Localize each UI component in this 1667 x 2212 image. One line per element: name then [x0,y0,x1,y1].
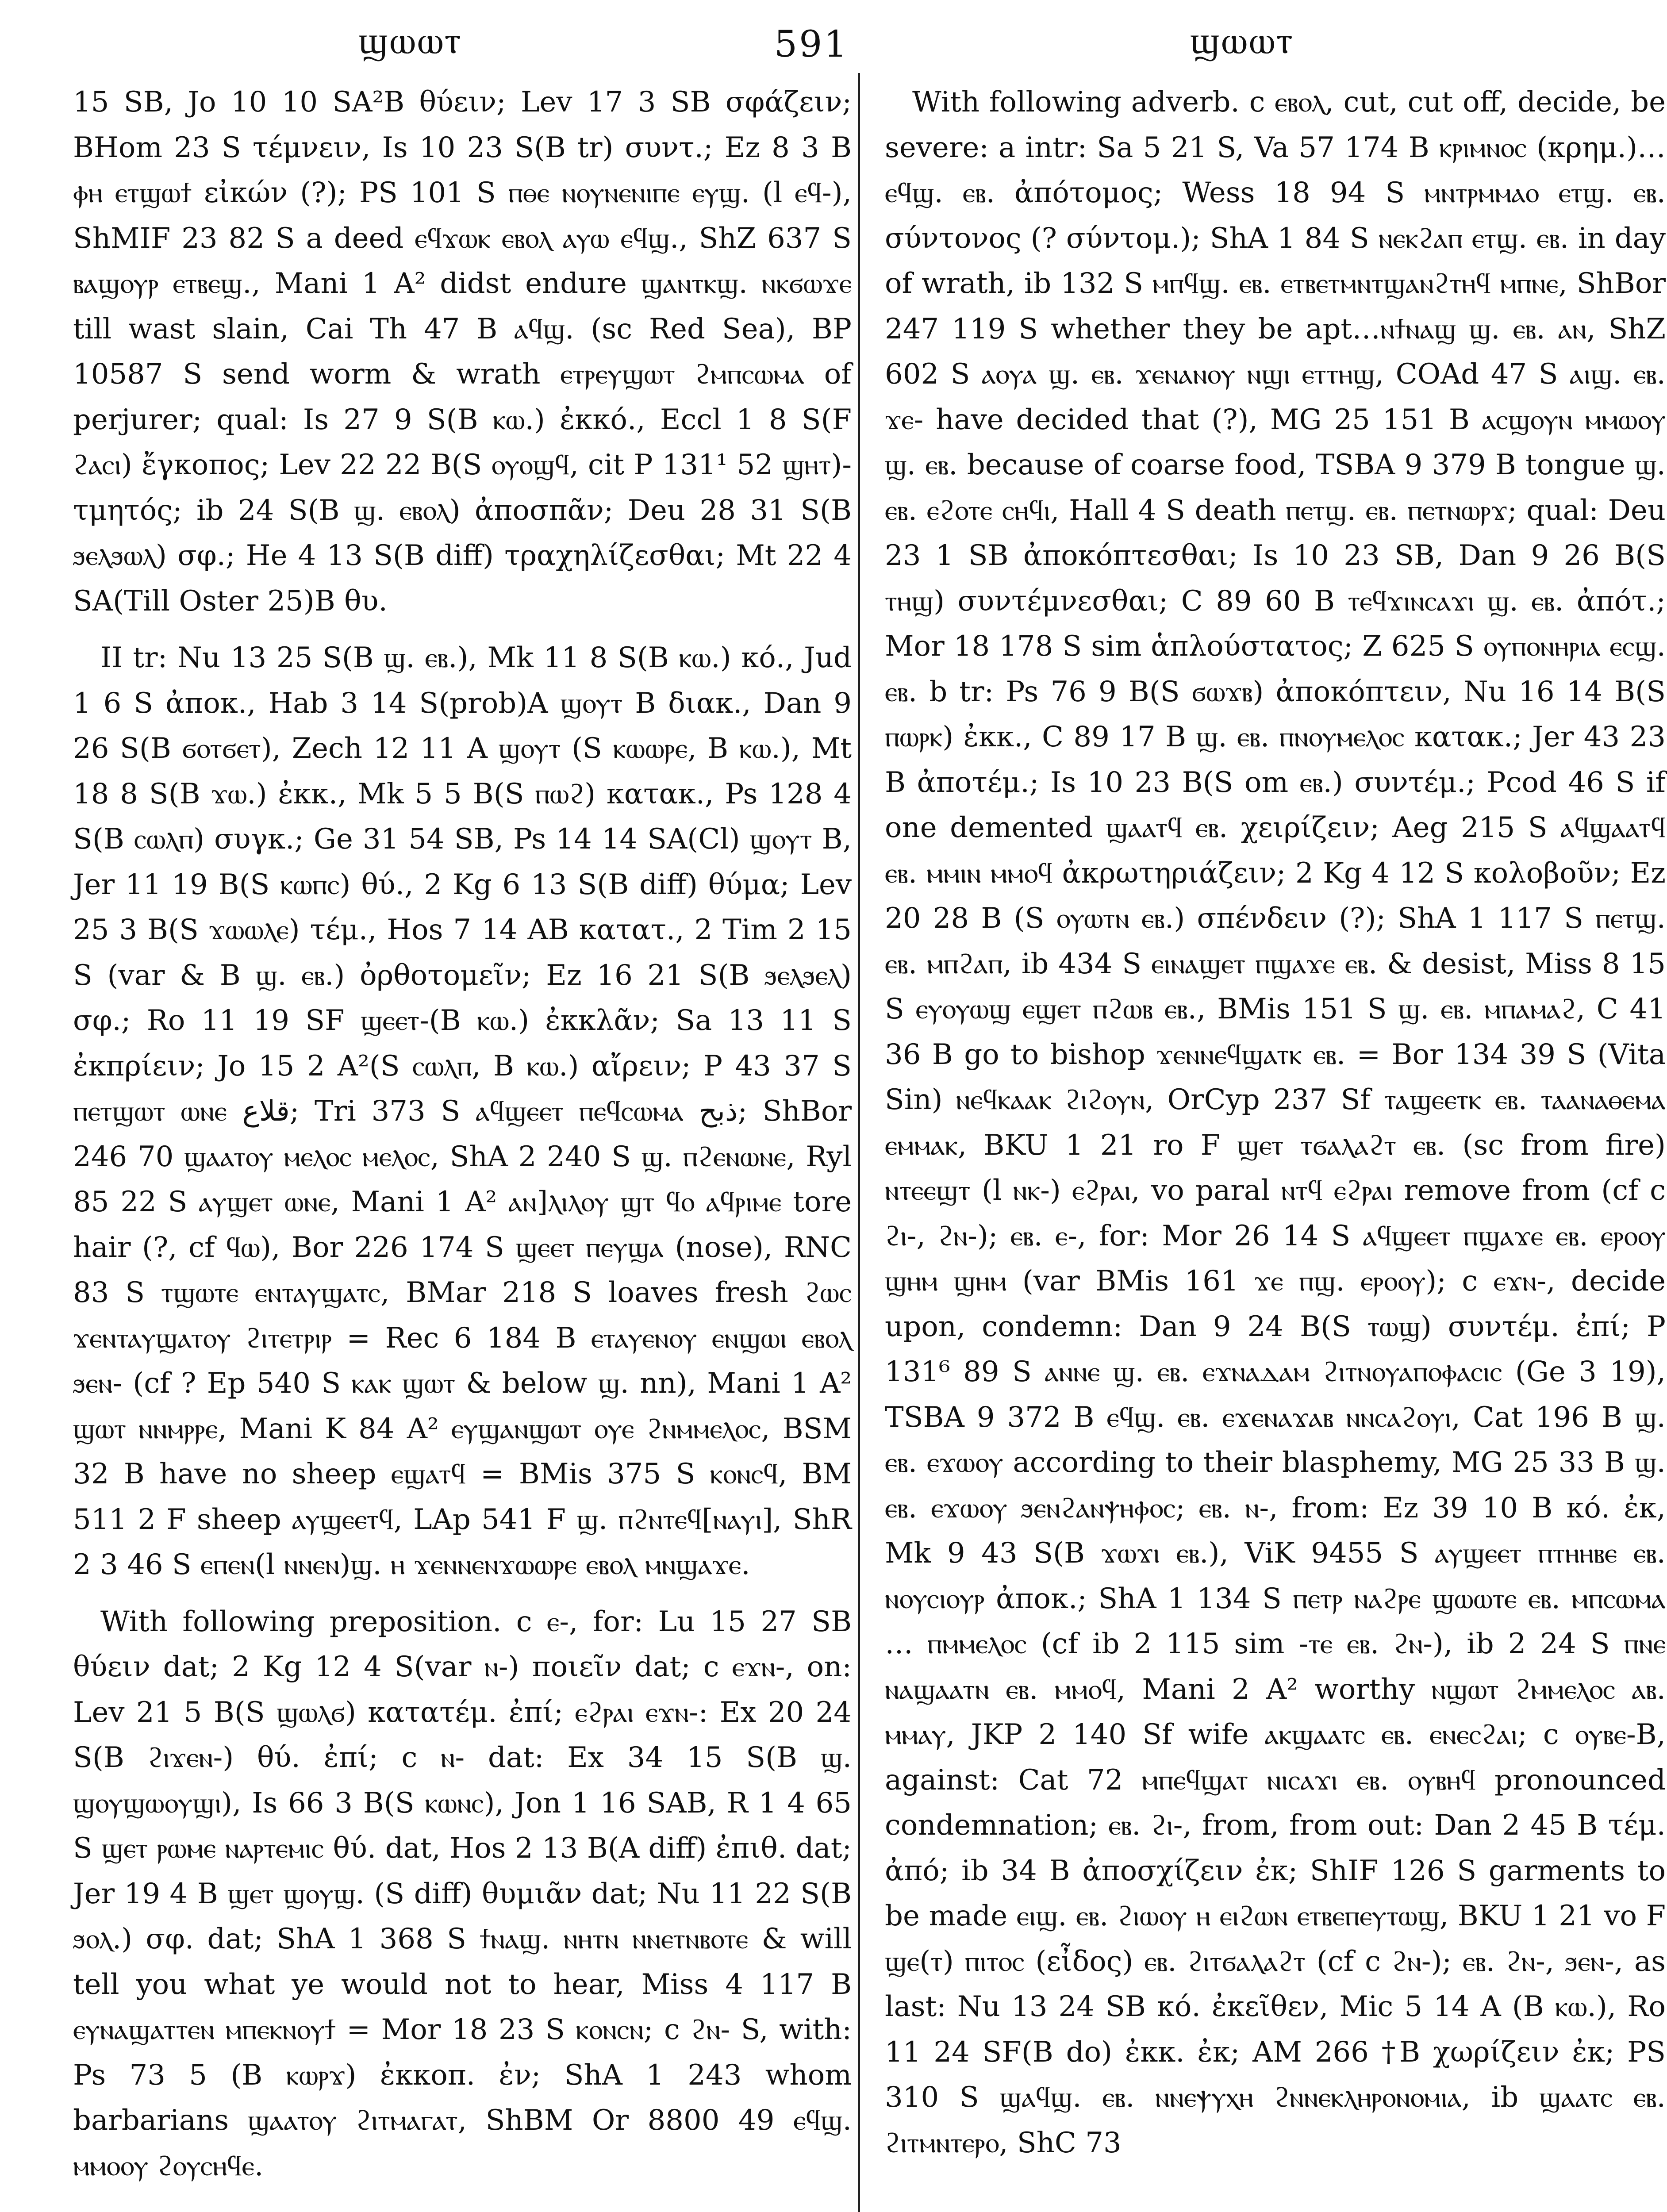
page-number: 591 [774,23,849,65]
right-paragraph-adverb: With following adverb. c ⲉⲃⲟⲗ, cut, cut off, decide, be severe: a intr: Sa 5 21 S, Va 57 174 B ⲕⲣⲓⲙⲛⲟⲥ (κρημ.)…ⲉϥϣ. ⲉⲃ. ἀπότομος; Wess 18 94 S ⲙⲛⲧⲣⲙⲙⲁⲟ ⲉⲧϣ. ⲉⲃ. σύντονος (? σύντομ.); ShA 1 84 S ⲛⲉⲕϩⲁⲡ ⲉⲧϣ. ⲉⲃ. in day of wrath, ib 132 S ⲙⲡϥϣ. ⲉⲃ. ⲉⲧⲃⲉⲧⲙⲛⲧϣⲁⲛϩⲧⲏϥ ⲙⲡⲛⲉ, ShBor 247 119 S whether they be apt…ⲛϯⲛⲁϣ ϣ. ⲉⲃ. ⲁⲛ, ShZ 602 S ⲁⲟⲩⲁ ϣ. ⲉⲃ. ϫⲉⲛⲁⲛⲟⲩ ⲛϣⲓ ⲉⲧⲧⲏϣ, COAd 47 S ⲁⲓϣ. ⲉⲃ. ϫⲉ- have decided that (?), MG 25 151 B ⲁⲥϣⲟⲩⲛ ⲙⲙⲱⲟⲩ ϣ. ⲉⲃ. because of coarse food, TSBA 9 379 B tongue ϣ. ⲉⲃ. ⲉϩⲟⲧⲉ ⲥⲏϥⲓ, Hall 4 S death ⲡⲉⲧϣ. ⲉⲃ. ⲡⲉⲧⲛⲱⲣϫ; qual: Deu 23 1 SB ἀποκόπτεσθαι; Is 10 23 SB, Dan 9 26 B(S ⲧⲏϣ) συντέμνεσθαι; C 89 60 B ⲧⲉϥϫⲓⲛⲥⲁϫⲓ ϣ. ⲉⲃ. ἀπότ.; Mor 18 178 S sim ἁπλούστατος; Z 625 S ⲟⲩⲡⲟⲛⲏⲣⲓⲁ ⲉⲥϣ. ⲉⲃ. b tr: Ps 76 9 B(S ϭⲱϫⲃ) ἀποκόπτειν, Nu 16 14 B(S ⲡⲱⲣⲕ) ἐκκ., C 89 17 B ϣ. ⲉⲃ. ⲡⲛⲟⲩⲙⲉⲗⲟⲥ κατακ.; Jer 43 23 B ἀποτέμ.; Is 10 23 B(S om ⲉⲃ.) συντέμ.; Pcod 46 S if one demented ϣⲁⲁⲧϥ ⲉⲃ. χειρίζειν; Aeg 215 S ⲁϥϣⲁⲁⲧϥ ⲉⲃ. ⲙⲙⲓⲛ ⲙⲙⲟϥ ἀκρωτηριάζειν; 2 Kg 4 12 S κολοβοῦν; Ez 20 28 B (S ⲟⲩⲱⲧⲛ ⲉⲃ.) σπένδειν (?); ShA 1 117 S ⲡⲉⲧϣ. ⲉⲃ. ⲙⲡϩⲁⲡ, ib 434 S ⲉⲓⲛⲁϣⲉⲧ ⲡϣⲁϫⲉ ⲉⲃ. & desist, Miss 8 15 S ⲉⲩⲟⲩⲱϣ ⲉϣⲉⲧ ⲡϩⲱⲃ ⲉⲃ., BMis 151 S ϣ. ⲉⲃ. ⲙⲡⲁⲙⲁϩ, C 41 36 B go to bishop ϫⲉⲛⲛⲉϥϣⲁⲧⲕ ⲉⲃ. = Bor 134 39 S (Vita Sin) ⲛⲉϥⲕⲁⲁⲕ ϩⲓϩⲟⲩⲛ, OrCyp 237 Sf ⲧⲁϣⲉⲉⲧⲕ ⲉⲃ. ⲧⲁⲁⲛⲁⲑⲉⲙⲁ ⲉⲙⲙⲁⲕ, BKU 1 21 ro F ϣⲉⲧ ⲧϭⲁⲗⲁϩⲧ ⲉⲃ. (sc from fire) ⲛⲧⲉⲉϣⲧ (l ⲛⲕ-) ⲉϩⲣⲁⲓ, vo paral ⲛⲧϥ ⲉϩⲣⲁⲓ remove from (cf c ϩⲓ-, ϩⲛ-); ⲉⲃ. ⲉ-, for: Mor 26 14 S ⲁϥϣⲉⲉⲧ ⲡϣⲁϫⲉ ⲉⲃ. ⲉⲣⲟⲟⲩ ϣⲏⲙ ϣⲏⲙ (var BMis 161 ϫⲉ ⲡϣ. ⲉⲣⲟⲟⲩ); c ⲉϫⲛ-, decide upon, condemn: Dan 9 24 B(S ⲧⲱϣ) συντέμ. ἐπί; P 131⁶ 89 S ⲁⲛⲛⲉ ϣ. ⲉⲃ. ⲉϫⲛⲁⲇⲁⲙ ϩⲓⲧⲛⲟⲩⲁⲡⲟⲫⲁⲥⲓⲥ (Ge 3 19), TSBA 9 372 B ⲉϥϣ. ⲉⲃ. ⲉϫⲉⲛⲁϫⲁⲃ ⲛⲛⲥⲁϩⲟⲩⲓ, Cat 196 B ϣ. ⲉⲃ. ⲉϫⲱⲟⲩ according to their blasphemy, MG 25 33 B ϣ. ⲉⲃ. ⲉϫⲱⲟⲩ ϧⲉⲛϩⲁⲛⲯⲏⲫⲟⲥ; ⲉⲃ. ⲛ-, from: Ez 39 10 B κό. ἐκ, Mk 9 43 S(B ϫⲱϫⲓ ⲉⲃ.), ViK 9455 S ⲁⲩϣⲉⲉⲧ ⲡⲧⲏⲏⲃⲉ ⲉⲃ. ⲛⲟⲩⲥⲓⲟⲩⲣ ἀποκ.; ShA 1 134 S ⲡⲉⲧⲣ ⲛⲁϩⲣⲉ ϣⲱⲱⲧⲉ ⲉⲃ. ⲙⲡⲥⲱⲙⲁ … ⲡⲙⲙⲉⲗⲟⲥ (cf ib 2 115 sim -ⲧⲉ ⲉⲃ. ϩⲛ-), ib 2 24 S ⲡⲛⲉ ⲛⲁϣⲁⲁⲧⲛ ⲉⲃ. ⲙⲙⲟϥ, Mani 2 A² worthy ⲛϣⲱⲧ ϩⲙⲙⲉⲗⲟⲥ ⲁⲃ. ⲙⲙⲁⲩ, JKP 2 140 Sf wife ⲁⲕϣⲁⲁⲧⲥ ⲉⲃ. ⲉⲛⲉⲥϩⲁⲓ; c ⲟⲩⲃⲉ-B, against: Cat 72 ⲙⲡⲉϥϣⲁⲧ ⲛⲓⲥⲁϫⲓ ⲉⲃ. ⲟⲩⲃⲏϥ pronounced condemnation; ⲉⲃ. ϩⲓ-, from, from out: Dan 2 45 B τέμ. ἀπό; ib 34 B ἀποσχίζειν ἐκ; ShIF 126 S garments to be made ⲉⲓϣ. ⲉⲃ. ϩⲓⲱⲟⲩ ⲏ ⲉⲓϩⲱⲛ ⲉⲧⲃⲉⲡⲉⲩⲧⲱϣ, BKU 1 21 vo F ϣⲉ(ⲧ) ⲡⲓⲧⲟⲥ (εἶδος) ⲉⲃ. ϩⲓⲧϭⲁⲗⲁϩⲧ (cf c ϩⲛ-); ⲉⲃ. ϩⲛ-, ϧⲉⲛ-, as last: Nu 13 24 SB κό. ἐκεῖθεν, Mic 5 14 A (B ⲕⲱ.), Ro 11 24 SF(B do) ἐκκ. ἐκ; AM 266 †B χωρίζειν ἐκ; PS 310 S ϣⲁϥϣ. ⲉⲃ. ⲛⲛⲉⲯⲩⲭⲏ ϩⲛⲛⲉⲕⲗⲏⲣⲟⲛⲟⲙⲓⲁ, ib ϣⲁⲁⲧⲥ ⲉⲃ. ϩⲓⲧⲙⲛⲧⲉⲣⲟ, ShC 73 [885,86,1666,2159]
right-column [885,80,1666,2166]
running-head-left: ϣⲱⲱⲧ [358,18,463,62]
column-divider [858,73,860,2212]
left-paragraph-transitive: II tr: Nu 13 25 S(B ϣ. ⲉⲃ.), Mk 11 8 S(B ⲕⲱ.) κό., Jud 1 6 S ἀποκ., Hab 3 14 S(prob)A ϣⲟⲩⲧ B διακ., Dan 9 26 S(B ϭⲟⲧϭⲉⲧ), Zech 12 11 A ϣⲟⲩⲧ (S ⲕⲱⲱⲣⲉ, B ⲕⲱ.), Mt 18 8 S(B ϫⲱ.) ἐκκ., Mk 5 5 B(S ⲡⲱϩ) κατακ., Ps 128 4 S(B ⲥⲱⲗⲡ) συγκ.; Ge 31 54 SB, Ps 14 14 SA(Cl) ϣⲟⲩⲧ B, Jer 11 19 B(S ⲕⲱⲡⲥ) θύ., 2 Kg 6 13 S(B diff) θύμα; Lev 25 3 B(S ϫⲱⲱⲗⲉ) τέμ., Hos 7 14 AB κατατ., 2 Tim 2 15 S (var & B ϣ. ⲉⲃ.) ὀρθοτομεῖν; Ez 16 21 S(B ϧⲉⲗϧⲉⲗ) σφ.; Ro 11 19 SF ϣⲉⲉⲧ-(B ⲕⲱ.) ἐκκλᾶν; Sa 13 11 S ἐκπρίειν; Jo 15 2 A²(S ⲥⲱⲗⲡ, B ⲕⲱ.) αἴρειν; P 43 37 S ⲡⲉⲧϣⲱⲧ ⲱⲛⲉ قلاع; Tri 373 S ⲁϥϣⲉⲉⲧ ⲡⲉϥⲥⲱⲙⲁ ذبح; ShBor 246 70 ϣⲁⲁⲧⲟⲩ ⲙⲉⲗⲟⲥ ⲙⲉⲗⲟⲥ, ShA 2 240 S ϣ. ⲡϩⲉⲛⲱⲛⲉ, Ryl 85 22 S ⲁⲩϣⲉⲧ ⲱⲛⲉ, Mani 1 A² ⲁⲛ]ⲗⲓⲗⲟⲩ ϣⲧ ϥⲟ ⲁϥⲣⲓⲙⲉ tore hair (?, cf ϥⲱ), Bor 226 174 S ϣⲉⲉⲧ ⲡⲉⲩϣⲁ (nose), RNC 83 S ⲧϣⲱⲧⲉ ⲉⲛⲧⲁⲩϣⲁⲧⲥ, BMar 218 S loaves fresh ϩⲱⲥ ϫⲉⲛⲧⲁⲩϣⲁⲧⲟⲩ ϩⲓⲧⲉⲧⲣⲓⲣ = Rec 6 184 B ⲉⲧⲁⲩⲉⲛⲟⲩ ⲉⲛϣⲱⲓ ⲉⲃⲟⲗ ϧⲉⲛ- (cf ? Ep 540 S ⲕⲁⲕ ϣⲱⲧ & below ϣ. nn), Mani 1 A² ϣⲱⲧ ⲛⲛⲙⲣⲣⲉ, Mani K 84 A² ⲉⲩϣⲁⲛϣⲱⲧ ⲟⲩⲉ ϩⲛⲙⲙⲉⲗⲟⲥ, BSM 32 B have no sheep ⲉϣⲁⲧϥ = BMis 375 S ⲕⲟⲛⲥϥ, BM 511 2 F sheep ⲁⲩϣⲉⲉⲧϥ, LAp 541 F ϣ. ⲡϩⲛⲧⲉϥ[ⲛⲁⲩⲓ], ShR 2 3 46 S ⲉⲡⲉⲛ(l ⲛⲛⲉⲛ)ϣ. ⲏ ϫⲉⲛⲛⲉⲛϫⲱⲱⲣⲉ ⲉⲃⲟⲗ ⲙⲛϣⲁϫⲉ. [73,641,852,1581]
running-head-right: ϣⲱⲱⲧ [1190,18,1294,62]
left-paragraph-continuation: 15 SB, Jo 10 10 SA²B θύειν; Lev 17 3 SB σφάζειν; BHom 23 S τέμνειν, Is 10 23 S(B tr) συντ.; Ez 8 3 B ⲫⲏ ⲉⲧϣⲱϯ εἰκών (?); PS 101 S ⲡⲑⲉ ⲛⲟⲩⲛⲉⲛⲓⲡⲉ ⲉⲩϣ. (l ⲉϥ-), ShMIF 23 82 S a deed ⲉϥϫⲱⲕ ⲉⲃⲟⲗ ⲁⲩⲱ ⲉϥϣ., ShZ 637 S ⲃⲁϣⲟⲩⲣ ⲉⲧⲃⲉϣ., Mani 1 A² didst endure ϣⲁⲛⲧⲕϣ. ⲛⲕϭⲱϫⲉ till wast slain, Cai Th 47 B ⲁϥϣ. (sc Red Sea), BP 10587 S send worm & wrath ⲉⲧⲣⲉⲩϣⲱⲧ ϩⲙⲡⲥⲱⲙⲁ of perjurer; qual: Is 27 9 S(B ⲕⲱ.) ἐκκό., Eccl 1 8 S(F ϩⲁⲥⲓ) ἔγκοπος; Lev 22 22 B(S ⲟⲩⲟϣϥ, cit P 131¹ 52 ϣⲏⲧ)-τμητός; ib 24 S(B ϣ. ⲉⲃⲟⲗ) ἀποσπᾶν; Deu 28 31 S(B ϧⲉⲗϧⲱⲗ) σφ.; He 4 13 S(B diff) τραχηλίζεσθαι; Mt 22 4 SA(Till Oster 25)B θυ. [73,86,852,618]
left-column [73,80,852,2189]
left-paragraph-preposition: With following preposition. c ⲉ-, for: Lu 15 27 SB θύειν dat; 2 Kg 12 4 S(var ⲛ-) ποιεῖν dat; c ⲉϫⲛ-, on: Lev 21 5 B(S ϣⲱⲗϭ) κατατέμ. ἐπί; ⲉϩⲣⲁⲓ ⲉϫⲛ-: Ex 20 24 S(B ϩⲓϫⲉⲛ-) θύ. ἐπί; c ⲛ- dat: Ex 34 15 S(B ϣ. ϣⲟⲩϣⲱⲟⲩϣⲓ), Is 66 3 B(S ⲕⲱⲛⲥ), Jon 1 16 SAB, R 1 4 65 S ϣⲉⲧ ⲣⲱⲙⲉ ⲛⲁⲣⲧⲉⲙⲓⲥ θύ. dat, Hos 2 13 B(A diff) ἐπιθ. dat; Jer 19 4 B ϣⲉⲧ ϣⲟⲩϣ. (S diff) θυμιᾶν dat; Nu 11 22 S(B ϧⲟⲗ.) σφ. dat; ShA 1 368 S ϯⲛⲁϣ. ⲛⲏⲧⲛ ⲛⲛⲉⲧⲛⲃⲟⲧⲉ & will tell you what ye would not to hear, Miss 4 117 B ⲉⲩⲛⲁϣⲁⲧⲧⲉⲛ ⲙⲡⲉⲕⲛⲟⲩϯ = Mor 18 23 S ⲕⲟⲛⲥⲛ; c ϩⲛ- S, with: Ps 73 5 (B ⲕⲱⲣϫ) ἐκκοπ. ἐν; ShA 1 243 whom barbarians ϣⲁⲁⲧⲟⲩ ϩⲓⲧⲙⲁⲅⲁⲧ, ShBM Or 8800 49 ⲉϥϣ. ⲙⲙⲟⲟⲩ ϩⲟⲩⲥⲏϥⲉ. [73,1605,852,2182]
